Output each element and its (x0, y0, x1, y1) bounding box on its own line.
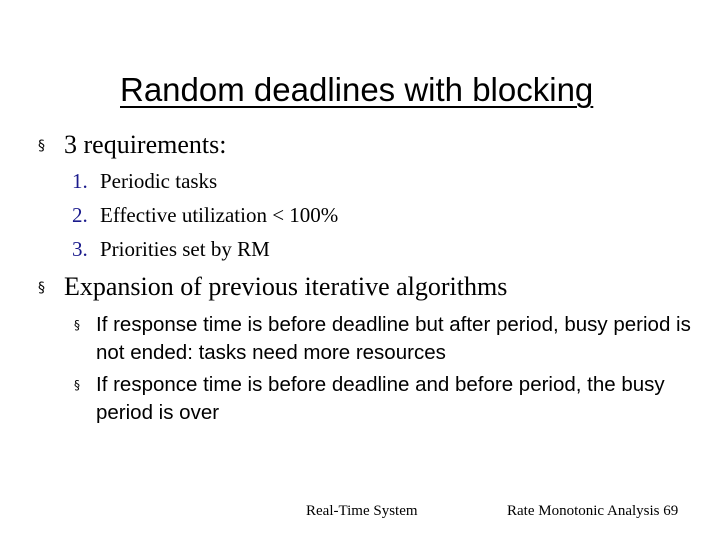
footer-right: Rate Monotonic Analysis 69 (507, 503, 679, 519)
sub-bullet-marker-icon: § (74, 378, 80, 392)
bullet-marker-icon: § (38, 280, 45, 296)
sub-bullet-marker-icon: § (74, 318, 80, 332)
list-item (72, 168, 217, 194)
footer-left: Real-Time System (306, 503, 418, 519)
bullet-requirements: 3 requirements: (64, 130, 227, 159)
list-item (72, 236, 270, 262)
sub-bullet-item: If responce time is before deadline and before period, the busy period is over (96, 373, 665, 424)
list-item (72, 202, 338, 228)
list-item-text: Periodic tasks (100, 169, 218, 193)
sub-bullet-item: If response time is before deadline but after period, busy period is not ended: tasks need more resources (96, 313, 691, 364)
list-item-text: Effective utilization < 100% (100, 203, 339, 227)
list-number: 1. (72, 169, 88, 193)
bullet-marker-icon: § (38, 138, 45, 154)
slide-title: Random deadlines with blocking (120, 71, 594, 108)
list-number: 3. (72, 237, 88, 261)
list-number: 2. (72, 203, 88, 227)
list-item-text: Priorities set by RM (100, 237, 270, 261)
bullet-expansion: Expansion of previous iterative algorithms (64, 272, 508, 301)
